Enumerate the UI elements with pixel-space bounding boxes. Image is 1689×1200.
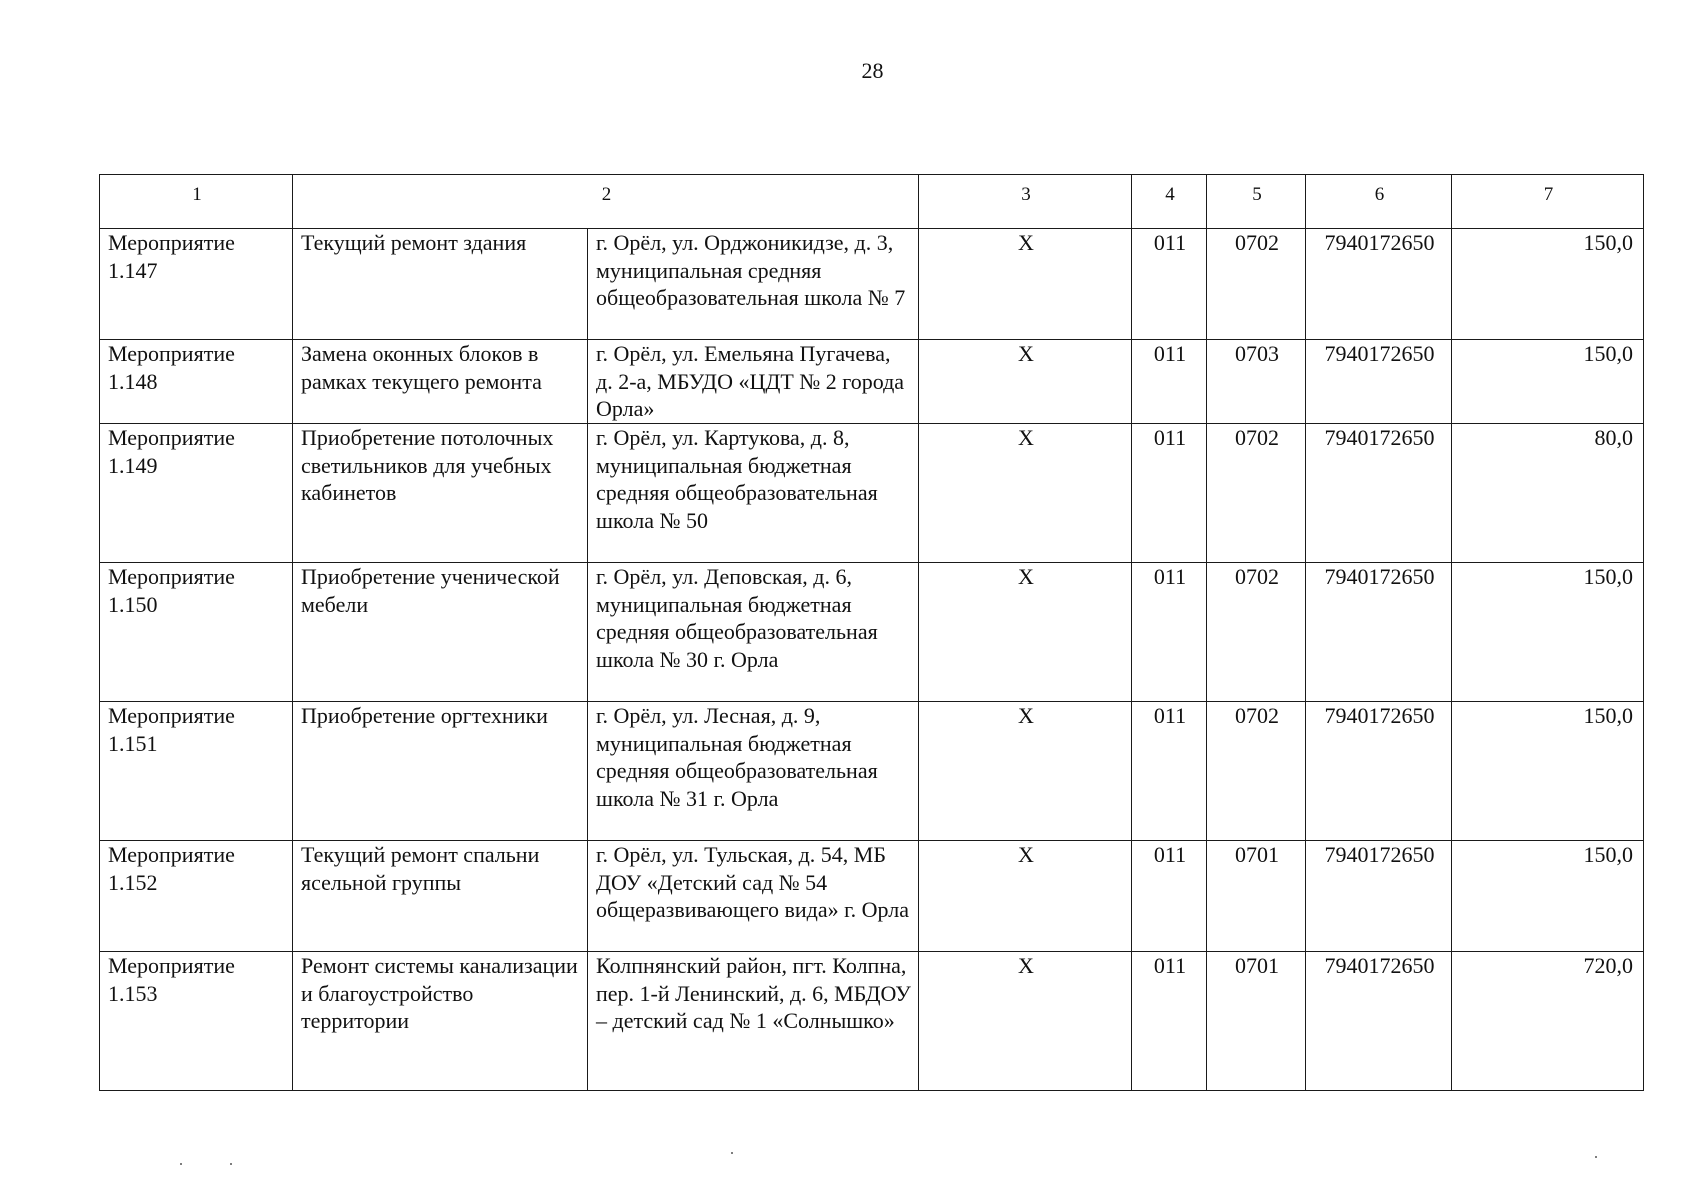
col6-cell: 7940172650 xyxy=(1306,229,1452,340)
table-row xyxy=(100,841,1644,952)
table-row xyxy=(100,563,1644,702)
col5-cell: 0702 xyxy=(1207,563,1306,702)
event-cell: Мероприятие 1.152 xyxy=(100,841,293,952)
event-cell: Мероприятие 1.147 xyxy=(100,229,293,340)
name-cell: Ремонт системы канализации и благоустройство территории xyxy=(293,952,588,1091)
col4-cell: 011 xyxy=(1132,563,1207,702)
col3-cell: X xyxy=(919,952,1132,1091)
table-row xyxy=(100,229,1644,340)
header-cell-2: 2 xyxy=(293,175,919,229)
header-cell-7: 7 xyxy=(1452,175,1644,229)
col3-cell: X xyxy=(919,841,1132,952)
scan-speck xyxy=(1595,1156,1597,1158)
col5-cell: 0702 xyxy=(1207,229,1306,340)
col7-cell: 150,0 xyxy=(1452,563,1644,702)
event-cell: Мероприятие 1.149 xyxy=(100,424,293,563)
scan-speck xyxy=(180,1163,182,1165)
header-cell-4: 4 xyxy=(1132,175,1207,229)
col7-cell: 150,0 xyxy=(1452,340,1644,424)
col6-cell: 7940172650 xyxy=(1306,952,1452,1091)
table-row xyxy=(100,424,1644,563)
address-cell: г. Орёл, ул. Лесная, д. 9, муниципальная бюджетная средняя общеобразовательная школа № 31 г. Орла xyxy=(588,702,919,841)
col6-cell: 7940172650 xyxy=(1306,702,1452,841)
address-cell: г. Орёл, ул. Деповская, д. 6, муниципальная бюджетная средняя общеобразовательная школа № 30 г. Орла xyxy=(588,563,919,702)
header-cell-6: 6 xyxy=(1306,175,1452,229)
col6-cell: 7940172650 xyxy=(1306,340,1452,424)
name-cell: Приобретение потолочных светильников для учебных кабинетов xyxy=(293,424,588,563)
header-cell-3: 3 xyxy=(919,175,1132,229)
col3-cell: X xyxy=(919,563,1132,702)
scan-speck xyxy=(731,1152,733,1154)
col4-cell: 011 xyxy=(1132,229,1207,340)
table-row xyxy=(100,952,1644,1091)
col6-cell: 7940172650 xyxy=(1306,841,1452,952)
scan-speck xyxy=(230,1163,232,1165)
col6-cell: 7940172650 xyxy=(1306,424,1452,563)
name-cell: Текущий ремонт спальни ясельной группы xyxy=(293,841,588,952)
address-cell: Колпнянский район, пгт. Колпна, пер. 1-й Ленинский, д. 6, МБДОУ – детский сад № 1 «Солнышко» xyxy=(588,952,919,1091)
col6-cell: 7940172650 xyxy=(1306,563,1452,702)
table-container xyxy=(99,174,1643,1091)
col5-cell: 0701 xyxy=(1207,952,1306,1091)
name-cell: Приобретение ученической мебели xyxy=(293,563,588,702)
col7-cell: 150,0 xyxy=(1452,229,1644,340)
event-cell: Мероприятие 1.153 xyxy=(100,952,293,1091)
header-row xyxy=(100,175,1644,229)
data-table xyxy=(99,174,1644,1091)
col7-cell: 720,0 xyxy=(1452,952,1644,1091)
col5-cell: 0702 xyxy=(1207,424,1306,563)
page-number: 28 xyxy=(861,58,884,83)
col5-cell: 0703 xyxy=(1207,340,1306,424)
header-cell-1: 1 xyxy=(100,175,293,229)
address-cell: г. Орёл, ул. Картукова, д. 8, муниципальная бюджетная средняя общеобразовательная школа № 50 xyxy=(588,424,919,563)
col7-cell: 150,0 xyxy=(1452,702,1644,841)
address-cell: г. Орёл, ул. Емельяна Пугачева, д. 2-а, МБУДО «ЦДТ № 2 города Орла» xyxy=(588,340,919,424)
col4-cell: 011 xyxy=(1132,841,1207,952)
name-cell: Замена оконных блоков в рамках текущего ремонта xyxy=(293,340,588,424)
col3-cell: X xyxy=(919,424,1132,563)
table-row xyxy=(100,702,1644,841)
col4-cell: 011 xyxy=(1132,340,1207,424)
col7-cell: 150,0 xyxy=(1452,841,1644,952)
name-cell: Приобретение оргтехники xyxy=(293,702,588,841)
col3-cell: X xyxy=(919,229,1132,340)
header-cell-5: 5 xyxy=(1207,175,1306,229)
address-cell: г. Орёл, ул. Орджоникидзе, д. 3, муниципальная средняя общеобразовательная школа № 7 xyxy=(588,229,919,340)
col4-cell: 011 xyxy=(1132,424,1207,563)
address-cell: г. Орёл, ул. Тульская, д. 54, МБ ДОУ «Детский сад № 54 общеразвивающего вида» г. Орла xyxy=(588,841,919,952)
event-cell: Мероприятие 1.150 xyxy=(100,563,293,702)
col3-cell: X xyxy=(919,340,1132,424)
col5-cell: 0701 xyxy=(1207,841,1306,952)
col5-cell: 0702 xyxy=(1207,702,1306,841)
col3-cell: X xyxy=(919,702,1132,841)
table-row xyxy=(100,340,1644,424)
col4-cell: 011 xyxy=(1132,702,1207,841)
event-cell: Мероприятие 1.151 xyxy=(100,702,293,841)
col4-cell: 011 xyxy=(1132,952,1207,1091)
name-cell: Текущий ремонт здания xyxy=(293,229,588,340)
col7-cell: 80,0 xyxy=(1452,424,1644,563)
event-cell: Мероприятие 1.148 xyxy=(100,340,293,424)
